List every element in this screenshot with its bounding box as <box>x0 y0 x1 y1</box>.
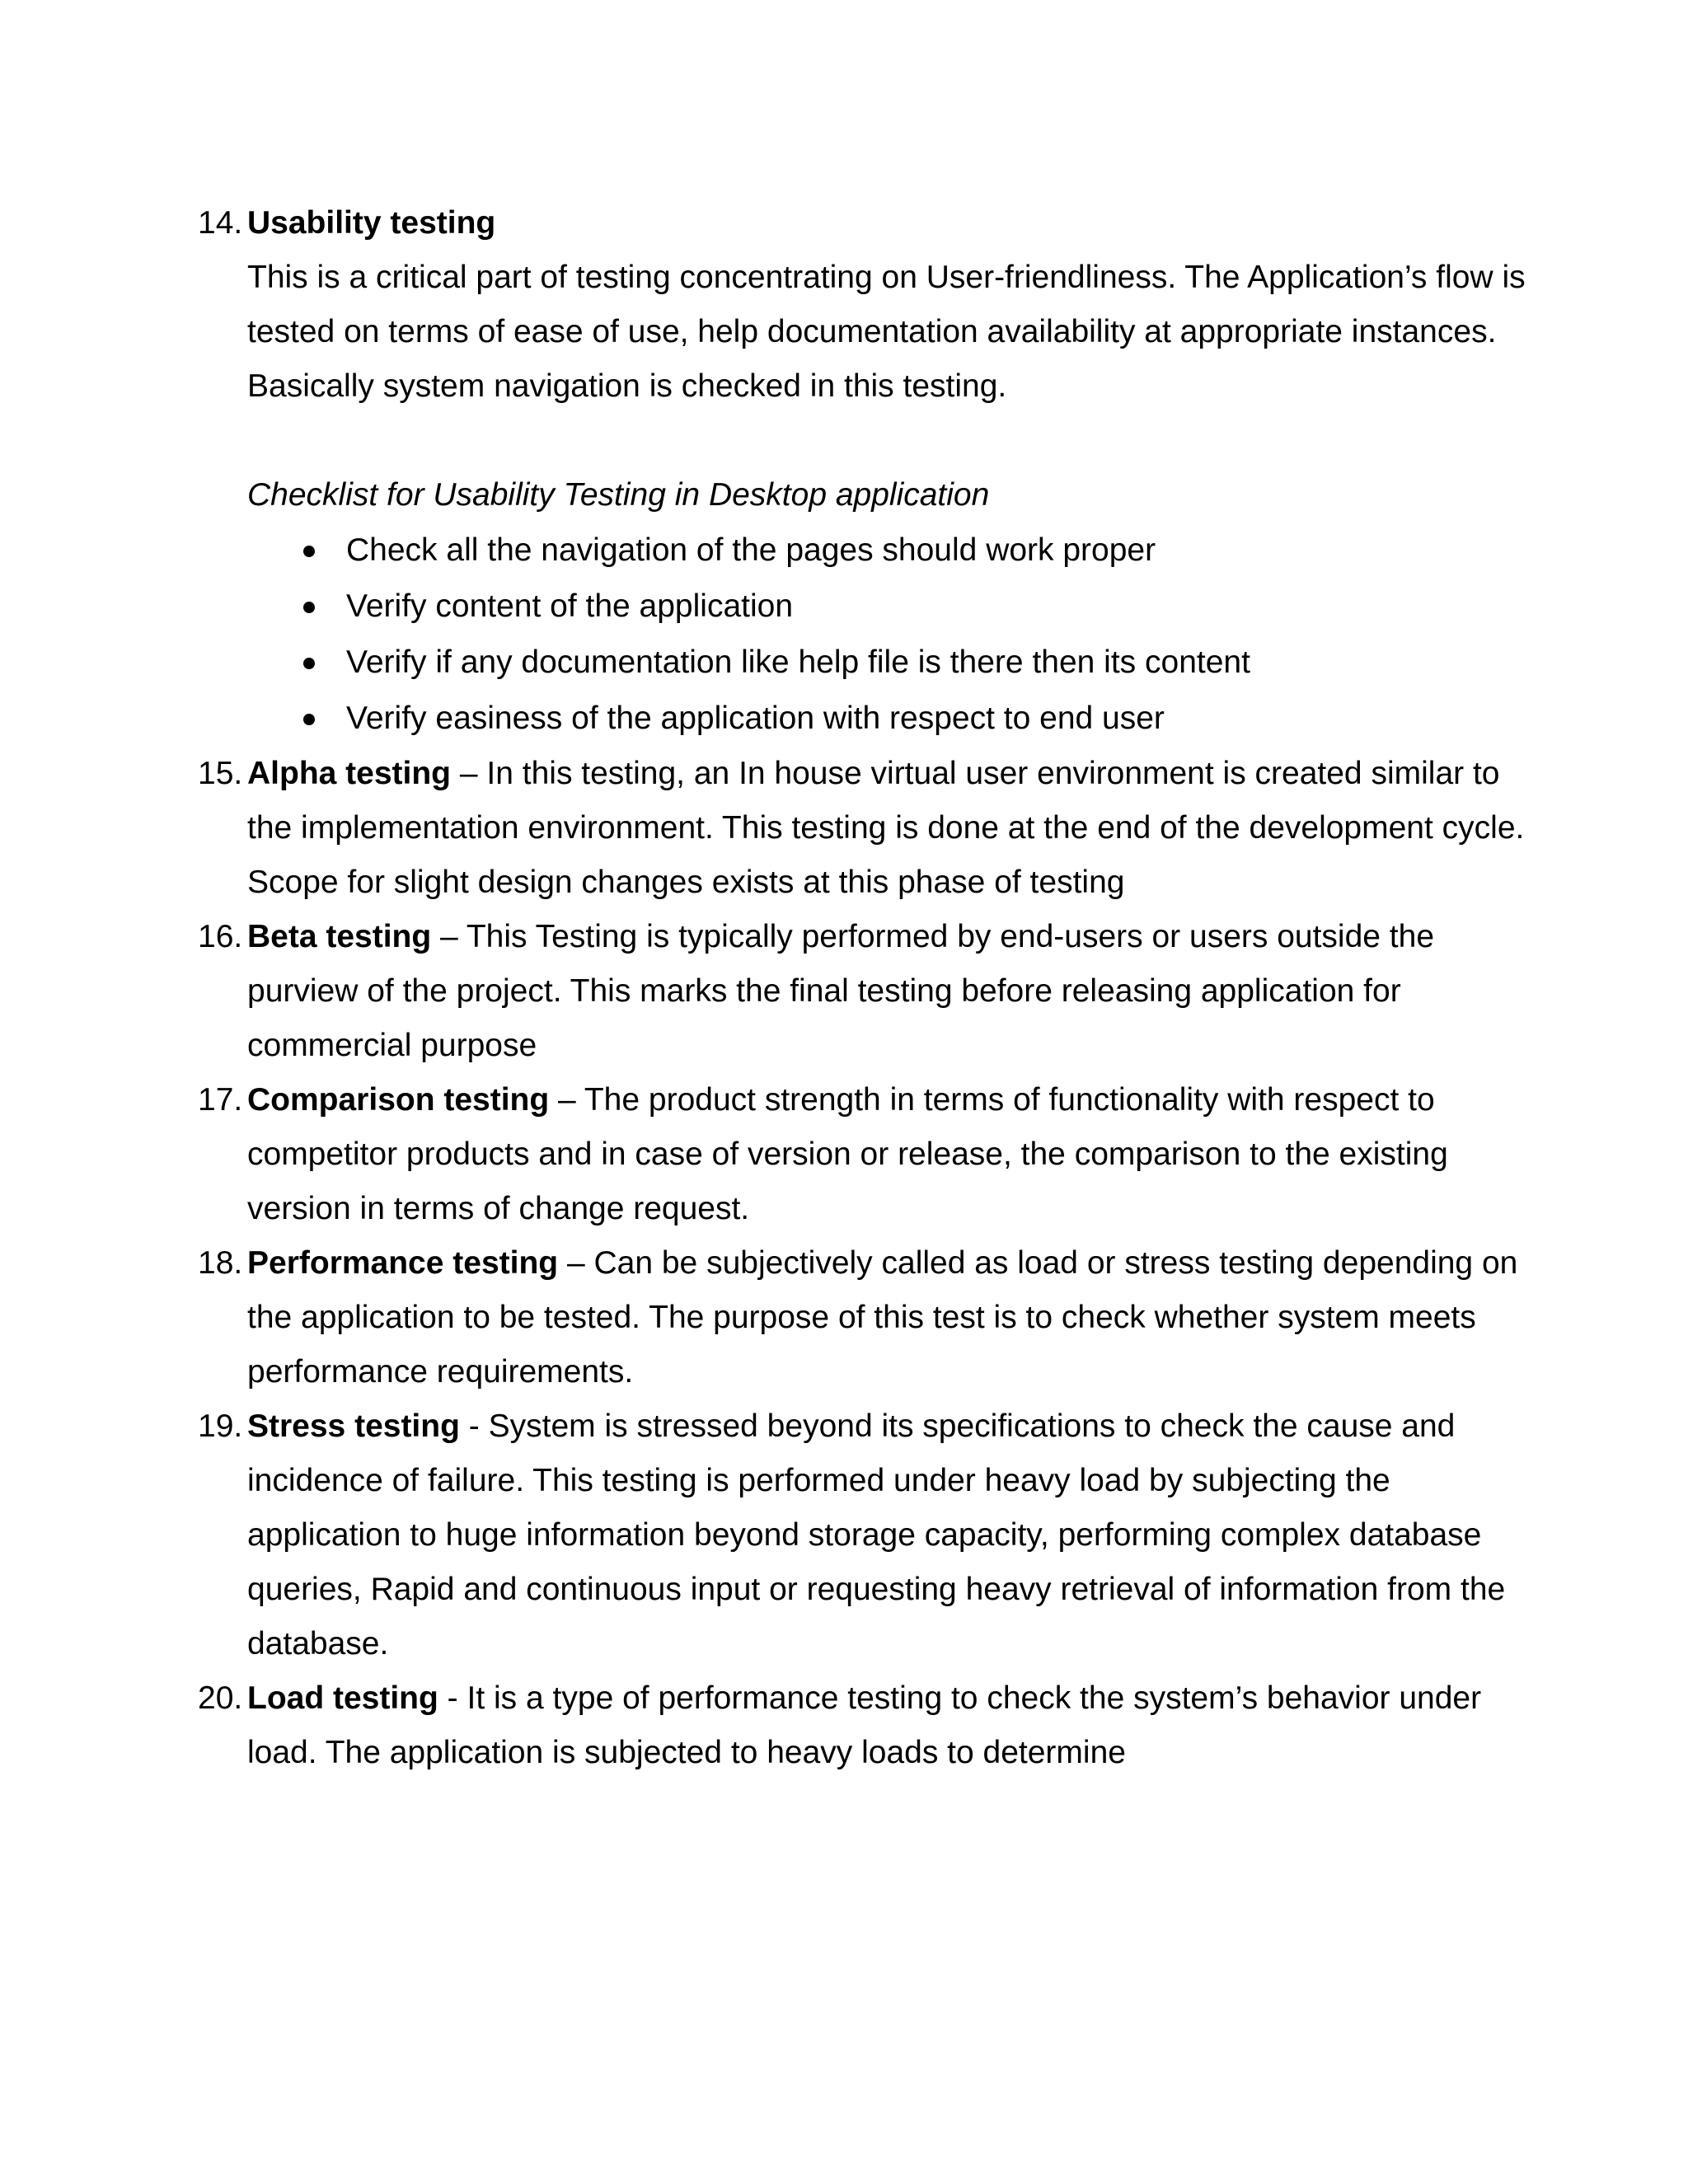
item-description: This is a critical part of testing concentrating on User-friendliness. The Application’s flow is tested on terms of ease of use, help documentation availability at appropriate instances. Basically system navigation is checked in this testing. <box>247 260 1526 404</box>
bullet-icon <box>303 602 315 613</box>
checklist-item <box>346 579 1533 635</box>
item-description: In this testing, an In house virtual user environment is created similar to the implementation environment. This testing is done at the end of the development cycle. Scope for slight design changes exists at this phase of testing <box>247 756 1525 900</box>
item-number: 16. <box>198 919 243 954</box>
list-item-load-testing <box>198 1671 1533 1780</box>
bullet-icon <box>303 658 315 669</box>
item-number: 19. <box>198 1408 243 1444</box>
item-separator: - <box>459 1408 489 1444</box>
item-number: 17. <box>198 1082 243 1118</box>
document-body <box>198 196 1533 1780</box>
item-separator: – <box>431 919 467 954</box>
checklist <box>247 523 1533 747</box>
item-text <box>247 1073 1533 1236</box>
bullet-icon <box>303 714 315 725</box>
item-text <box>247 910 1533 1073</box>
item-separator: – <box>451 756 487 791</box>
item-description: Can be subjectively called as load or stress testing depending on the application to be tested. The purpose of this test is to check whether system meets performance requirements. <box>247 1245 1518 1390</box>
item-text <box>247 1236 1533 1399</box>
bullet-icon <box>303 546 315 557</box>
item-number: 14. <box>198 205 243 241</box>
list-item-usability-testing <box>198 196 1533 747</box>
list-item-alpha-testing <box>198 747 1533 910</box>
list-item-comparison-testing <box>198 1073 1533 1236</box>
item-text <box>247 1399 1533 1671</box>
item-heading <box>247 196 1533 251</box>
item-separator: - <box>438 1680 467 1716</box>
item-number: 20. <box>198 1680 243 1716</box>
item-description: System is stressed beyond its specifications to check the cause and incidence of failure. This testing is performed under heavy load by subjecting the application to huge information beyond storage capacity, performing complex database queries, Rapid and continuous input or requesting heavy retrieval of information from the database. <box>247 1408 1506 1661</box>
checklist-item <box>346 635 1533 691</box>
item-separator: – <box>549 1082 584 1118</box>
item-text <box>247 747 1533 910</box>
item-text <box>247 1671 1533 1780</box>
checklist-item <box>346 691 1533 747</box>
list-item-beta-testing <box>198 910 1533 1073</box>
item-number: 18. <box>198 1245 243 1281</box>
list-item-stress-testing <box>198 1399 1533 1671</box>
item-description: The product strength in terms of functionality with respect to competitor products and in case of version or release, the comparison to the existing version in terms of change request. <box>247 1082 1448 1226</box>
item-title: Stress testing <box>247 1408 460 1444</box>
item-title: Performance testing <box>247 1245 559 1281</box>
checklist-item-text: Verify if any documentation like help file is there then its content <box>346 644 1250 680</box>
list-item-performance-testing <box>198 1236 1533 1399</box>
item-description: It is a type of performance testing to check the system’s behavior under load. The application is subjected to heavy loads to determine <box>247 1680 1482 1770</box>
checklist-item-text: Check all the navigation of the pages should work proper <box>346 532 1156 568</box>
item-separator: – <box>558 1245 594 1281</box>
checklist-item-text: Verify content of the application <box>346 588 794 624</box>
item-title: Usability testing <box>247 205 496 241</box>
item-title: Comparison testing <box>247 1082 550 1118</box>
item-number: 15. <box>198 756 243 791</box>
checklist-item <box>346 523 1533 579</box>
item-title: Alpha testing <box>247 756 452 791</box>
item-description: This Testing is typically performed by end-users or users outside the purview of the project. This marks the final testing before releasing application for commercial purpose <box>247 919 1435 1063</box>
checklist-heading: Checklist for Usability Testing in Desktop application <box>247 477 990 513</box>
item-title: Load testing <box>247 1680 438 1716</box>
item-title: Beta testing <box>247 919 432 954</box>
checklist-item-text: Verify easiness of the application with respect to end user <box>346 701 1165 736</box>
